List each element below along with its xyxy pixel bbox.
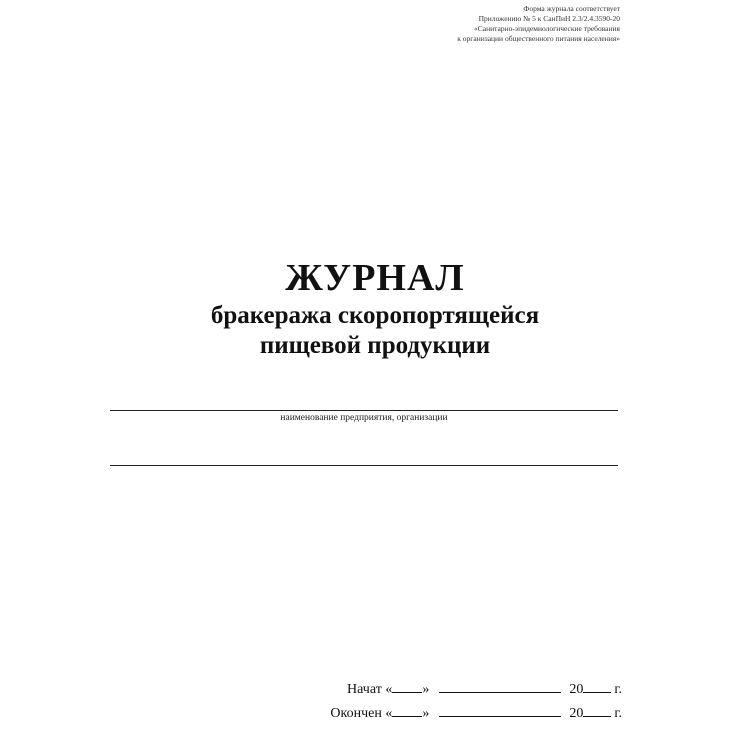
end-year-prefix: 20 <box>569 706 584 721</box>
end-date-label: Окончен « <box>330 706 393 721</box>
journal-subtitle-line-1: бракеража скоропортящейся <box>210 302 540 329</box>
start-quote-close: » <box>422 682 430 697</box>
organization-name-caption: наименование предприятия, организации <box>280 413 448 423</box>
start-day-blank <box>392 680 422 693</box>
start-year-prefix: 20 <box>569 682 584 697</box>
start-year-blank <box>583 680 611 693</box>
end-year-blank <box>583 704 611 717</box>
start-date-label: Начат « <box>347 682 393 697</box>
journal-subtitle-line-2: пищевой продукции <box>259 332 491 359</box>
end-date-row <box>330 704 622 728</box>
journal-title: ЖУРНАЛ <box>285 257 465 299</box>
end-year-suffix: г. <box>614 706 622 721</box>
journal-dates <box>330 680 622 728</box>
end-day-blank <box>392 704 422 717</box>
start-month-blank <box>439 680 561 693</box>
regulation-note-line: к организации общественного питания населения» <box>457 34 620 43</box>
regulation-note <box>360 4 620 44</box>
end-quote-close: » <box>422 706 430 721</box>
start-year-suffix: г. <box>614 682 622 697</box>
regulation-note-line: Форма журнала соответствует <box>523 4 620 13</box>
organization-name-line-2 <box>110 465 618 466</box>
regulation-note-line: «Санитарно-эпидемиологические требования <box>474 24 620 33</box>
end-month-blank <box>439 704 561 717</box>
organization-name-line <box>110 410 618 411</box>
start-date-row <box>330 680 622 704</box>
title-block <box>0 255 750 361</box>
regulation-note-line: Приложению № 5 к СанПиН 2.3/2.4.3590-20 <box>478 14 620 23</box>
